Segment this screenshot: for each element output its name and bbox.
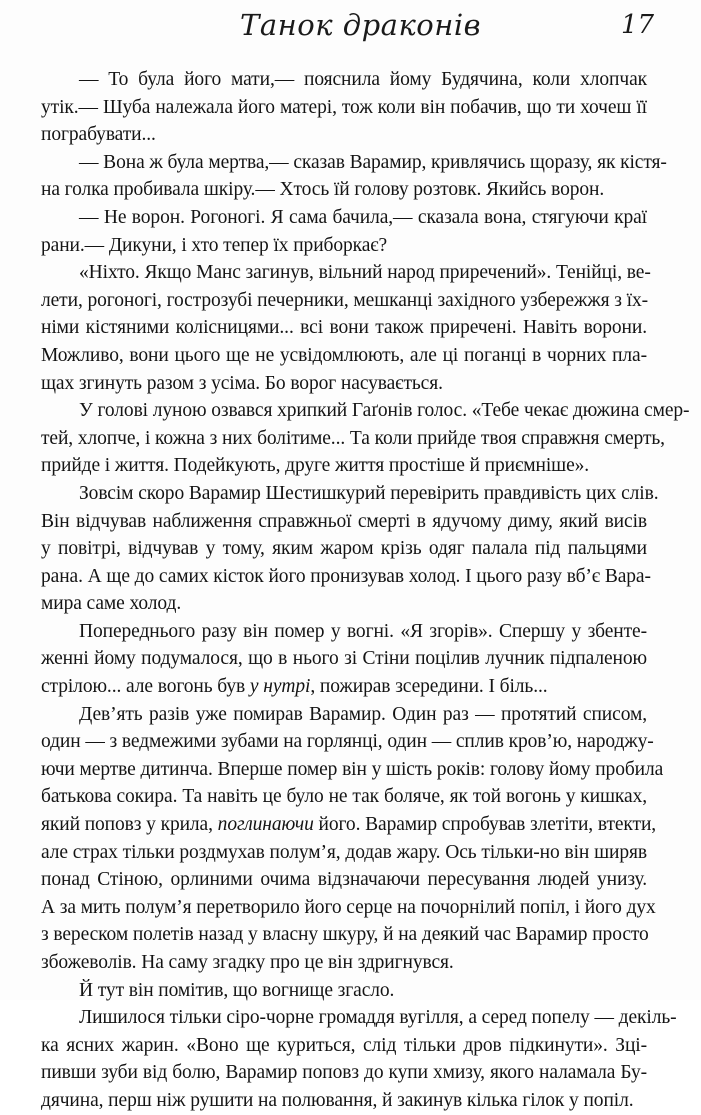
text-line: Лишилося тільки сіро-чорне громаддя вугілля, а серед попелу — декіль-: [79, 1007, 677, 1029]
text-line: — То була його мати,— пояснила йому Будячина, коли хлопчак: [79, 69, 647, 90]
text-line: А за мить полум’я перетворило його серце на почорнілий попіл, і його дух: [41, 896, 656, 918]
text-line: дячина, перш ніж рушити на полювання, й закинув кілька гілок у попіл.: [41, 1089, 634, 1111]
running-title: Танок драконів: [240, 8, 481, 42]
text-line: Зовсім скоро Варамир Шестишкурий перевірить правдивість цих слів.: [79, 482, 659, 504]
text-line: Можливо, вони цього ще не усвідомлюють, але ці поганці в чорних пла-: [41, 344, 647, 366]
text-line: — Не ворон. Рогоногі. Я сама бачила,— сказала вона, стягуючи краї: [79, 206, 647, 228]
page-number: 17: [621, 10, 655, 40]
text-line: Він відчував наближення справжньої смерті в ядучому диму, який висів: [41, 510, 647, 532]
text-line: — Вона ж була мертва,— сказав Варамир, кривлячись щоразу, як кістя-: [79, 151, 667, 173]
text-run: стрілою... але вогонь був: [41, 676, 250, 698]
italic-emphasis: у нутрі: [249, 676, 311, 698]
text-line: тей, хлопче, і кожна з них болітиме... Та коли прийде твоя справжня смерть,: [41, 427, 665, 449]
text-line: рана. А ще до самих кісток його пронизував холод. І цього разу вб’є Вара-: [41, 565, 651, 587]
text-line: женні йому подумалося, що в нього зі Стіни поцілив лучник підпаленою: [41, 648, 647, 670]
text-line: ючи мертве дитинча. Вперше помер він у шість років: голову йому пробила: [41, 758, 664, 780]
text-line: німи кістяними колісницями... всі вони також приречені. Навіть ворони.: [41, 317, 647, 339]
text-run: його. Варамир спробував злетіти, втекти,: [313, 814, 657, 836]
body-text: [41, 66, 690, 1115]
text-line: «Ніхто. Якщо Манс загинув, вільний народ приречений». Тенійці, ве-: [79, 262, 651, 284]
running-head: [0, 6, 701, 46]
text-line: пивши зуби від болю, Варамир поповз до купи хмизу, якого наламала Бу-: [41, 1062, 647, 1084]
text-line: [41, 811, 657, 839]
text-line: Й тут він помітив, що вогнище згасло.: [79, 979, 395, 1001]
text-line: пограбувати...: [41, 124, 156, 146]
text-line: утік.— Шуба належала його матері, тож коли він побачив, що ти хочеш її: [41, 96, 647, 118]
text-run: , пожирав зсередини. І біль...: [310, 676, 548, 698]
text-line: збожеволів. На саму згадку про це він здригнувся.: [41, 952, 454, 973]
text-line: рани.— Дикуни, і хто тепер їх приборкає?: [41, 234, 388, 256]
text-line: один — з ведмежими зубами на горлянці, один — сплив кров’ю, народжу-: [41, 731, 654, 753]
text-line: батькова сокира. Та навіть це було не так боляче, як той вогонь у кишках,: [41, 786, 647, 808]
text-line: щах згинуть разом з усіма. Бо ворог насувається.: [41, 372, 443, 394]
text-line: мира саме холод.: [41, 593, 182, 615]
italic-emphasis: поглинаючи: [217, 814, 314, 836]
text-line: на голка пробивала шкіру.— Хтось їй голову розтовк. Якийсь ворон.: [41, 179, 605, 201]
text-line: лети, рогоногі, гострозубі печерники, мешканці західного узбережжя з їх-: [41, 289, 649, 311]
text-line: з вереском полетів назад у власну шкуру, й на деякий час Варамир просто: [41, 924, 649, 946]
text-line: понад Стіною, орлиними очима відзначаючи пересування людей унизу.: [41, 869, 647, 891]
text-line: У голові луною озвався хрипкий Гаґонів голос. «Тебе чекає дюжина смер-: [79, 400, 690, 422]
text-line: [41, 673, 647, 701]
text-line: ка ясних жарин. «Воно ще куриться, слід тільки дров підкинути». Зці-: [41, 1034, 647, 1056]
text-run: який поповз у крила,: [41, 814, 218, 836]
text-line: Попереднього разу він помер у вогні. «Я згорів». Спершу у збенте-: [79, 620, 647, 642]
text-line: прийде і життя. Подейкують, друге життя простіше й приємніше».: [41, 455, 590, 477]
text-line: у повітрі, відчував у тому, яким жаром крізь одяг палала під пальцями: [41, 538, 647, 560]
text-line: але страх тільки роздмухав полум’я, додав жару. Ось тільки-но він ширяв: [41, 841, 647, 863]
text-line: Дев’ять разів уже помирав Варамир. Один раз — протятий списом,: [79, 703, 647, 725]
